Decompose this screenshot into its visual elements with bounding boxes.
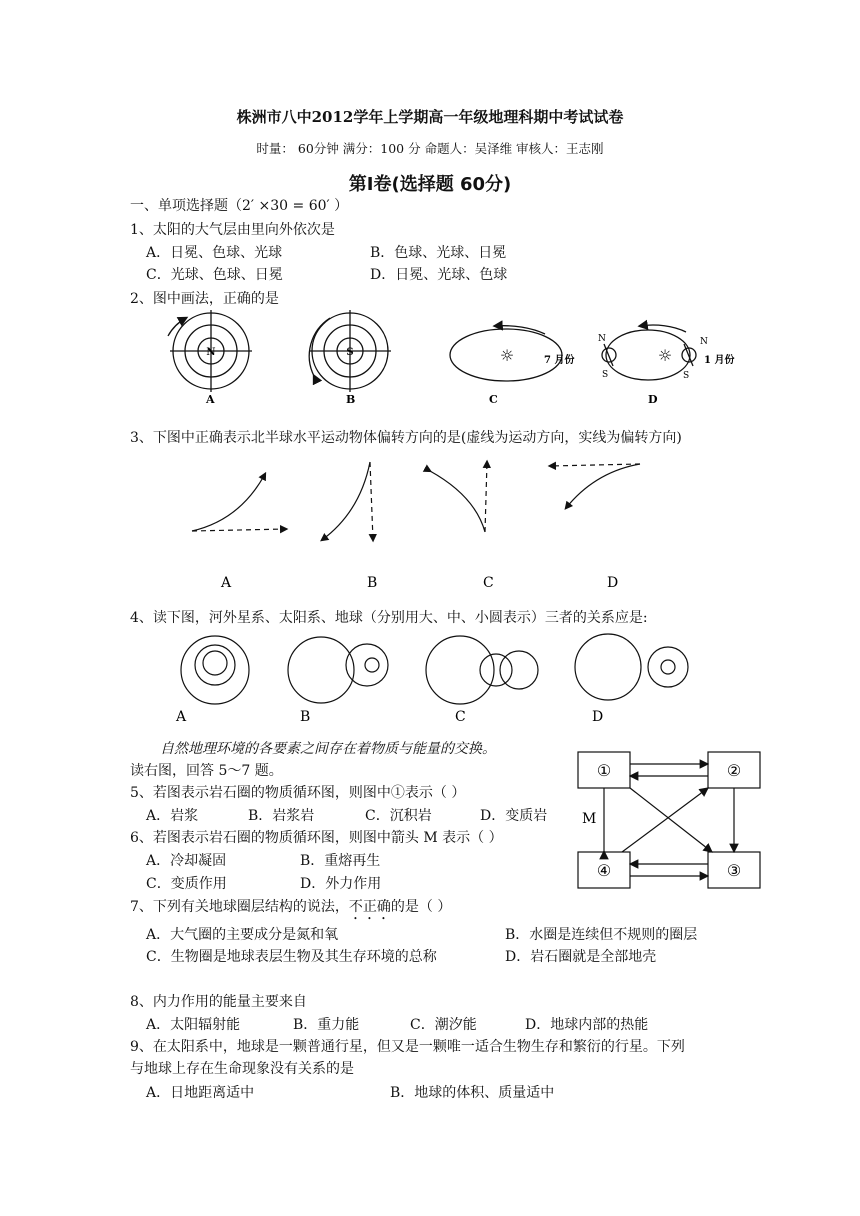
q8-option-d: D．地球内部的热能 xyxy=(525,1017,649,1033)
q5-option-d: D．变质岩 xyxy=(480,808,548,824)
q9-stem-line-1: 9、在太阳系中，地球是一颗普通行星，但又是一颗唯一适合生物生存和繁衍的行星。下列 xyxy=(130,1039,685,1055)
q1-option-a: A．日冕、色球、光球 xyxy=(146,245,283,261)
q5-option-b: B．岩浆岩 xyxy=(248,808,315,824)
q2-fig-d xyxy=(602,325,696,380)
q1-stem: 1、太阳的大气层由里向外依次是 xyxy=(130,222,335,238)
box-3-label: ③ xyxy=(726,861,742,880)
q9-option-a: A．日地距离适中 xyxy=(146,1085,255,1101)
q3-a-dashed xyxy=(192,529,286,531)
q3-c-solid xyxy=(430,471,485,532)
q3-figure xyxy=(0,455,860,595)
q2-label-b: B xyxy=(346,393,356,406)
q4-label-a: A xyxy=(176,709,187,725)
q7-stem xyxy=(130,896,451,923)
q1-option-c: C．光球、色球、日冕 xyxy=(146,267,283,283)
box-2-label: ② xyxy=(726,761,742,780)
q5-option-c: C．沉积岩 xyxy=(365,808,432,824)
q6-option-a: A．冷却凝固 xyxy=(146,853,227,869)
q3-stem: 3、下图中正确表示北半球水平运动物体偏转方向的是(虚线为运动方向，实线为偏转方向) xyxy=(130,430,682,446)
q9-stem-line-2: 与地球上存在生命现象没有关系的是 xyxy=(130,1061,354,1077)
q2-label-d: D xyxy=(648,393,658,406)
q3-b-solid xyxy=(322,462,370,540)
q2-d-n1: N xyxy=(598,334,606,344)
q2-c-month: 7 月份 xyxy=(544,355,575,366)
q7-option-d: D．岩石圈就是全部地壳 xyxy=(505,949,657,965)
q4-label-b: B xyxy=(300,709,311,725)
q9-option-b: B．地球的体积、质量适中 xyxy=(390,1085,555,1101)
q7-stem-post: 的是（ ） xyxy=(390,899,452,915)
q3-a-solid xyxy=(192,474,265,531)
section-title: 第Ⅰ卷(选择题 60分) xyxy=(348,174,512,195)
box-4-label: ④ xyxy=(596,861,612,880)
q6-option-c: C．变质作用 xyxy=(146,876,227,892)
q6-option-d: D．外力作用 xyxy=(300,876,382,892)
q2-label-a: A xyxy=(206,393,215,406)
q2-a-pole: N xyxy=(206,347,216,358)
q3-label-b: B xyxy=(367,575,378,591)
q2-label-c: C xyxy=(489,393,498,406)
q3-b-dashed xyxy=(370,462,373,540)
q2-figure xyxy=(0,315,860,415)
q4-label-d: D xyxy=(592,709,604,725)
q2-c-sun: ☼ xyxy=(499,346,515,365)
q8-option-c: C．潮汐能 xyxy=(410,1017,477,1033)
arrow-m-label: M xyxy=(582,811,597,827)
q4-label-c: C xyxy=(455,709,466,725)
q3-label-d: D xyxy=(607,575,619,591)
exam-title: 株洲市八中2012学年上学期高一年级地理科期中考试试卷 xyxy=(236,108,624,126)
intro-line-1: 自然地理环境的各要素之间存在着物质与能量的交换。 xyxy=(160,741,496,757)
q6-stem: 6、若图表示岩石圈的物质循环图，则图中箭头 M 表示（ ） xyxy=(130,830,503,846)
q4-stem: 4、读下图，河外星系、太阳系、地球（分别用大、中、小圆表示）三者的关系应是: xyxy=(130,610,648,626)
exam-meta: 时量： 60分钟 满分：100 分 命题人：吴泽维 审核人：王志刚 xyxy=(256,141,604,156)
q6-option-b: B．重熔再生 xyxy=(300,853,381,869)
q2-d-s1: S xyxy=(602,370,609,380)
q2-b-pole: S xyxy=(346,347,354,358)
box-1-label: ① xyxy=(596,761,612,780)
q2-stem: 2、图中画法，正确的是 xyxy=(130,291,279,307)
q7-stem-pre: 7、下列有关地球圈层结构的说法， xyxy=(130,899,349,915)
q3-label-c: C xyxy=(483,575,494,591)
q3-c-dashed xyxy=(485,462,487,532)
q7-stem-emphasis: 不正确 xyxy=(348,899,391,915)
intro-line-2: 读右图，回答 5～7 题。 xyxy=(130,763,283,779)
q1-option-d: D．日冕、光球、色球 xyxy=(370,267,508,283)
q7-option-b: B．水圈是连续但不规则的圈层 xyxy=(505,927,698,943)
q3-d-solid xyxy=(566,464,640,508)
q2-d-sun: ☼ xyxy=(657,346,673,365)
q7-option-a: A．大气圈的主要成分是氮和氧 xyxy=(146,927,339,943)
q3-label-a: A xyxy=(221,575,232,591)
q1-option-b: B．色球、光球、日冕 xyxy=(370,245,507,261)
q8-option-b: B．重力能 xyxy=(293,1017,360,1033)
q5-stem: 5、若图表示岩石圈的物质循环图，则图中①表示（ ） xyxy=(130,785,466,801)
q2-d-n2: N xyxy=(700,337,708,347)
q7-option-c: C．生物圈是地球表层生物及其生存环境的总称 xyxy=(146,949,437,965)
q8-stem: 8、内力作用的能量主要来自 xyxy=(130,994,307,1010)
q2-d-s2: S xyxy=(683,371,690,381)
part-heading: 一、单项选择题（2′ ×30 = 60′ ） xyxy=(130,198,349,214)
q3-d-dashed xyxy=(550,464,640,466)
q5-option-a: A．岩浆 xyxy=(146,808,199,824)
q4-figure xyxy=(0,630,860,730)
q2-d-month: 1 月份 xyxy=(704,355,735,366)
q8-option-a: A．太阳辐射能 xyxy=(146,1017,241,1033)
